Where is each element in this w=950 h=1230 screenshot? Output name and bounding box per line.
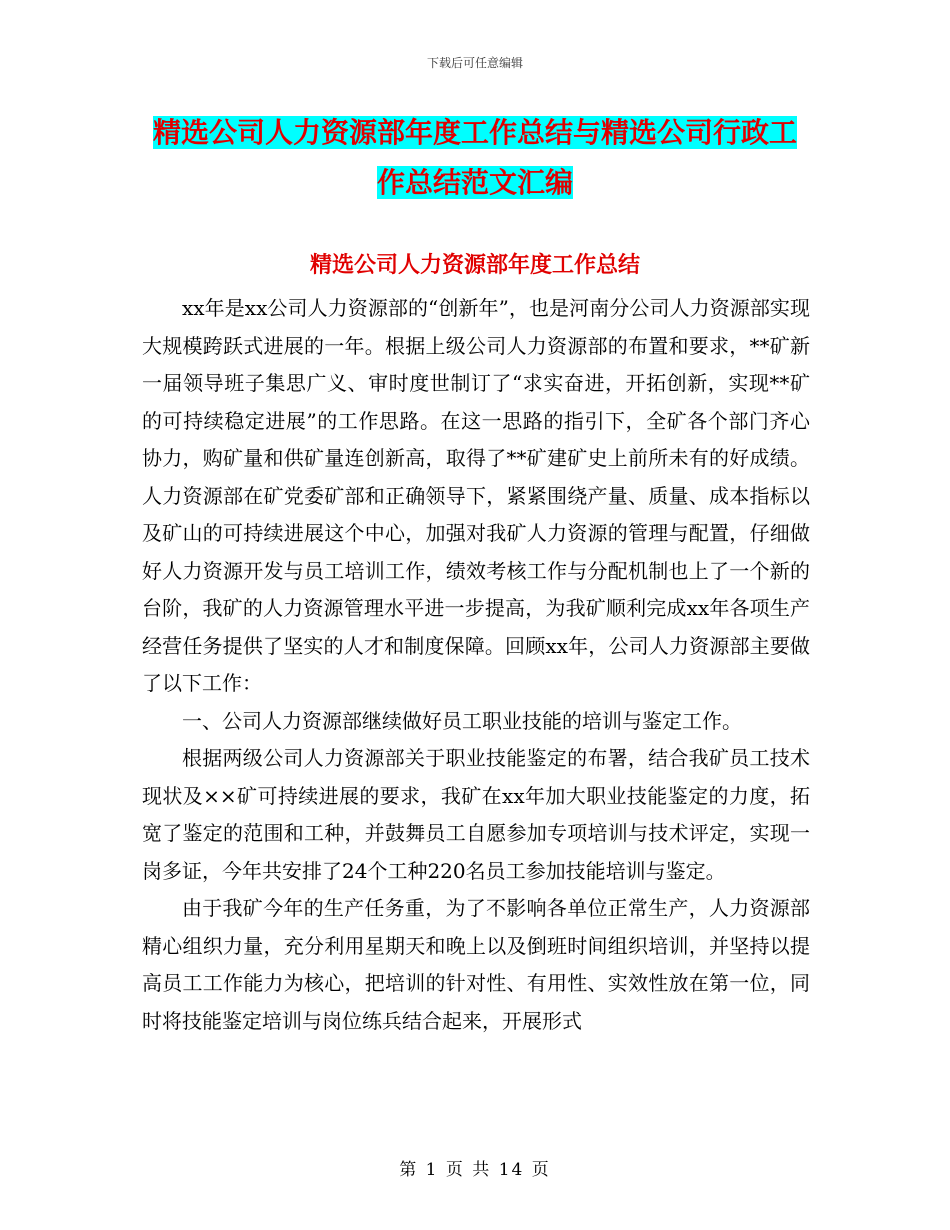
paragraph: 一、公司人力资源部继续做好员工职业技能的培训与鉴定工作。 <box>182 708 742 733</box>
section-title: 精选公司人力资源部年度工作总结 <box>309 253 640 278</box>
body-text <box>142 290 810 1040</box>
page-footer: 第 1 页 共 14 页 <box>399 1160 551 1180</box>
document-title <box>140 108 810 208</box>
paragraph: xx年是xx公司人力资源部的“创新年”，也是河南分公司人力资源部实现大规模跨跃式进展的一年。根据上级公司人力资源部的布置和要求，**矿新一届领导班子集思广义、审时度世制订了“求实奋进，开拓创新，实现**矿的可持续稳定进展”的工作思路。在这一思路的指引下，全矿各个部门齐心协力，购矿量和供矿量连创新高，取得了**矿建矿史上前所未有的好成绩。人力资源部在矿党委矿部和正确领导下，紧紧围绕产量、质量、成本指标以及矿山的可持续进展这个中心，加强对我矿人力资源的管理与配置，仔细做好人力资源开发与员工培训工作，绩效考核工作与分配机制也上了一个新的台阶，我矿的人力资源管理水平进一步提高，为我矿顺利完成xx年各项生产经营任务提供了坚实的人才和制度保障。回顾xx年，公司人力资源部主要做了以下工作： <box>142 296 810 695</box>
document-title-text: 精选公司人力资源部年度工作总结与精选公司行政工作总结范文汇编 <box>152 116 797 199</box>
paragraph: 根据两级公司人力资源部关于职业技能鉴定的布署，结合我矿员工技术现状及××矿可持续进展的要求，我矿在xx年加大职业技能鉴定的力度，拓宽了鉴定的范围和工种，并鼓舞员工自愿参加专项培训与技术评定，实现一岗多证，今年共安排了24个工种220名员工参加技能培训与鉴定。 <box>142 746 810 883</box>
paragraph: 由于我矿今年的生产任务重，为了不影响各单位正常生产，人力资源部精心组织力量，充分利用星期天和晚上以及倒班时间组织培训，并坚持以提高员工工作能力为核心，把培训的针对性、有用性、实效性放在第一位，同时将技能鉴定培训与岗位练兵结合起来，开展形式 <box>142 896 810 1033</box>
page-header-note: 下载后可任意编辑 <box>426 56 523 70</box>
